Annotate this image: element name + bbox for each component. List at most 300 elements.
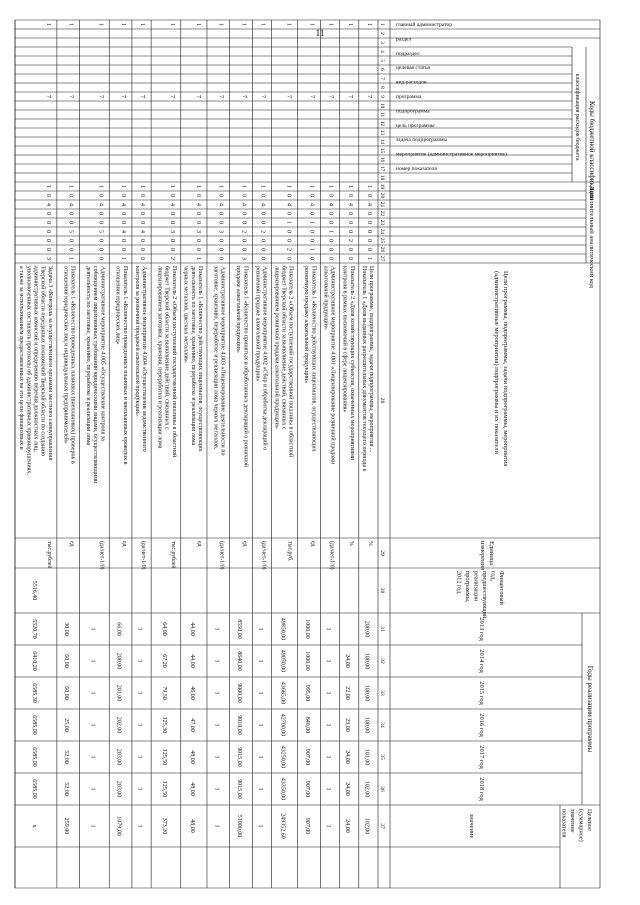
code-digit: 7 bbox=[67, 95, 74, 98]
code-digit: 2 bbox=[285, 248, 292, 251]
code-digit: 3 bbox=[194, 230, 201, 233]
year-label: 2018 год bbox=[478, 777, 485, 801]
code-digit: 1 bbox=[366, 185, 372, 188]
code-digit: 0 bbox=[97, 221, 104, 224]
code-digit: 0 bbox=[168, 239, 175, 242]
row-year-value: 1000,00 bbox=[304, 651, 311, 671]
code-digit: 0 bbox=[346, 248, 353, 251]
row-target-value: 373,20 bbox=[160, 817, 167, 835]
code-column-label: мероприятие (административное мероприятие) bbox=[396, 151, 507, 158]
target-header: Целевое(суммарное)значениепоказателя bbox=[560, 809, 593, 842]
row-year-value: 1000,00 bbox=[304, 619, 311, 639]
column-number: 25 bbox=[379, 237, 385, 244]
code-digit: 1 bbox=[327, 230, 334, 233]
row-target-value: 24,00 bbox=[344, 819, 351, 833]
row-year-value: 46,00 bbox=[188, 686, 195, 700]
code-digit: 3 bbox=[240, 257, 247, 260]
code-digit: 0 bbox=[119, 248, 126, 251]
row-year-value: 79,50 bbox=[160, 686, 167, 700]
column-number: 27 bbox=[379, 255, 385, 262]
code-digit: 7 bbox=[308, 95, 315, 98]
code-digit: 0 bbox=[67, 212, 74, 215]
code-digit: 1 bbox=[168, 185, 175, 188]
column-number: 2 bbox=[379, 32, 385, 35]
code-digit: 1 bbox=[327, 23, 334, 26]
row-year-value: 1 bbox=[89, 723, 96, 727]
column-number: 19 bbox=[379, 183, 385, 190]
code-digit: 4 bbox=[259, 203, 266, 206]
column-number: 36 bbox=[379, 786, 385, 792]
code-digit: 0 bbox=[194, 221, 201, 224]
program-goal-header: Цели программы, подпрограммы, задачи подпрограммы, мероприятия(административные мероприятия) подпрограммы и их показатели bbox=[493, 271, 509, 467]
code-column-label: подпрограмма bbox=[396, 108, 430, 115]
code-digit: 3 bbox=[168, 230, 175, 233]
code-digit: 1 bbox=[168, 23, 175, 26]
row-year-value: 64,00 bbox=[160, 622, 167, 636]
code-digit: 0 bbox=[168, 194, 175, 197]
row-year-value: 49050,00 bbox=[279, 649, 286, 673]
row-target-value: 249352,60 bbox=[279, 813, 286, 839]
code-digit: 0 bbox=[44, 248, 51, 251]
code-column-label: целевая статья bbox=[396, 65, 431, 72]
column-number: 13 bbox=[379, 129, 385, 136]
column-number: 20 bbox=[379, 192, 385, 199]
code-digit: 0 bbox=[67, 248, 74, 251]
year-label: 2015 год bbox=[478, 681, 485, 705]
column-number: 14 bbox=[379, 138, 385, 145]
code-digit: 1 bbox=[366, 23, 372, 26]
code-digit: 1 bbox=[240, 185, 247, 188]
column-number: 34 bbox=[379, 722, 385, 728]
column-number: 8 bbox=[379, 86, 385, 89]
row-year-value: 1 bbox=[325, 787, 332, 791]
code-header: Коды бюджетной классификации bbox=[588, 101, 596, 201]
row-year-value: 52,00 bbox=[63, 782, 70, 796]
row-year-value: 1 bbox=[89, 755, 96, 759]
code-digit: 0 bbox=[44, 230, 51, 233]
code-digit: 0 bbox=[194, 239, 201, 242]
row-label: Административное мероприятие 4.004 «Осуществление ведомственногоконтроля за розничной продажей алкогольной продукции» bbox=[133, 266, 148, 452]
row-year-value: 6410,20 bbox=[30, 651, 37, 671]
row-year-value: 1 bbox=[213, 723, 220, 727]
row-year-value: 1 bbox=[89, 691, 96, 695]
code-digit: 1 bbox=[346, 185, 353, 188]
code-digit: 2 bbox=[259, 230, 266, 233]
extra-code-header: Дополнительный аналитический код bbox=[588, 186, 595, 288]
row-year-value: 8640,00 bbox=[236, 651, 243, 671]
column-number: 32 bbox=[379, 658, 385, 664]
code-digit: 0 bbox=[97, 212, 104, 215]
row-year-value: 1 bbox=[213, 659, 220, 663]
code-digit: 1 bbox=[285, 23, 292, 26]
code-digit: 0 bbox=[366, 230, 372, 233]
code-digit: 0 bbox=[168, 212, 175, 215]
code-digit: 4 bbox=[240, 203, 247, 206]
code-digit: 0 bbox=[44, 194, 51, 197]
row-year-value: 203,00 bbox=[115, 780, 122, 798]
code-column-label: программа bbox=[396, 94, 422, 100]
row-year-value: 1 bbox=[256, 723, 263, 727]
code-digit: 0 bbox=[308, 239, 315, 242]
code-digit: 4 bbox=[119, 230, 126, 233]
row-label: Административное мероприятие 4.003 «Лицензирование деятельности позаготовке, хранению, переработке и реализации лома черных металлов, bbox=[212, 266, 226, 456]
code-digit: 0 bbox=[67, 221, 74, 224]
code-digit: 5 bbox=[67, 230, 74, 233]
code-digit: 7 bbox=[97, 95, 104, 98]
row-label: Административное мероприятие 4.005 «Осуществление контроля засоблюдением лицензионных требований юридическими лицами, осуществляющимидеятельность по заготовке, хранению, переработке и реализации лома bbox=[84, 266, 106, 484]
row-label: Показатель 2 «Объем поступлений государственной пошлины в областнойбюджет Тверской области за выполнение действий, связанных слицензированием розничной продажи алкогольной продукции» bbox=[273, 266, 294, 458]
column-number: 7 bbox=[379, 77, 385, 80]
code-digit: 0 bbox=[366, 248, 372, 251]
row-year-value: 1 bbox=[136, 755, 143, 759]
code-column-label: номер показателя bbox=[396, 166, 437, 172]
row-year-value: 44,00 bbox=[188, 654, 195, 668]
row-year-value: 1 bbox=[213, 755, 220, 759]
code-digit: 1 bbox=[139, 23, 146, 26]
code-digit: 0 bbox=[308, 257, 315, 260]
code-digit: 0 bbox=[139, 248, 146, 251]
code-digit: 3 bbox=[217, 230, 224, 233]
row-unit: ед bbox=[68, 541, 75, 547]
row-target-value: 1 bbox=[325, 824, 332, 828]
column-number: 31 bbox=[379, 626, 385, 632]
year-label: 2014 год bbox=[478, 649, 485, 673]
code-digit: 0 bbox=[168, 248, 175, 251]
code-digit: 0 bbox=[285, 212, 292, 215]
row-year-value: 1 bbox=[256, 755, 263, 759]
row-target-value: 907,00 bbox=[304, 817, 311, 835]
code-digit: 7 bbox=[168, 95, 175, 98]
code-digit: 4 bbox=[285, 203, 292, 206]
row-label: Административное мероприятие 4.001 «Лицензирование розничной продажиалкогольной продукции» bbox=[322, 266, 336, 465]
page-number: 11 bbox=[315, 28, 325, 38]
row-year-value: 125,30 bbox=[160, 716, 167, 734]
code-digit: 1 bbox=[44, 23, 51, 26]
row-year-value: 1 bbox=[89, 787, 96, 791]
row-unit: (да/нет-1/0) bbox=[218, 541, 225, 570]
row-year-value: 9010,00 bbox=[236, 715, 243, 735]
row-year-value: 66,00 bbox=[115, 622, 122, 636]
code-sub-header: классификация расходов бюджета bbox=[574, 73, 580, 161]
code-digit: 1 bbox=[259, 23, 266, 26]
code-digit: 0 bbox=[97, 239, 104, 242]
row-year-value: 1 bbox=[256, 627, 263, 631]
row-year-value: 49850,00 bbox=[279, 617, 286, 641]
code-digit: 2 bbox=[168, 257, 175, 260]
code-digit: 0 bbox=[259, 239, 266, 242]
column-number: 22 bbox=[379, 210, 385, 217]
row-label: Показатель 2 «Объем поступлений государственной пошлины в областнойбюджет Тверской области за выполнение действий, связанных слицензированием заготовки, хранения, переработки и реализации лома bbox=[156, 266, 177, 458]
row-year-value: 60,00 bbox=[63, 654, 70, 668]
row-year-value: 1 bbox=[325, 627, 332, 631]
code-digit: 1 bbox=[308, 23, 315, 26]
row-target-value: 1 bbox=[136, 824, 143, 828]
row-year-value: 1 bbox=[89, 627, 96, 631]
code-digit: 0 bbox=[139, 221, 146, 224]
code-digit: 0 bbox=[259, 257, 266, 260]
row-target-value: 259,00 bbox=[63, 817, 70, 835]
code-digit: 0 bbox=[346, 212, 353, 215]
row-year-value: 995,00 bbox=[304, 684, 311, 702]
code-digit: 0 bbox=[308, 194, 315, 197]
code-digit: 0 bbox=[217, 257, 224, 260]
row-year-value: 1 bbox=[136, 691, 143, 695]
column-number: 30 bbox=[379, 587, 385, 594]
row-label: Показатель 1 «Количество действующих лицензиатов, осуществляющихрозничную продажу алкогольной продукции» bbox=[303, 266, 317, 452]
row-finance: 5516,40 bbox=[30, 580, 37, 601]
code-digit: 0 bbox=[217, 221, 224, 224]
code-digit: 0 bbox=[308, 230, 315, 233]
code-digit: 0 bbox=[240, 239, 247, 242]
row-year-value: 23,00 bbox=[344, 718, 351, 732]
row-year-value: 1 bbox=[213, 787, 220, 791]
code-digit: 0 bbox=[366, 239, 372, 242]
column-number: 11 bbox=[379, 111, 385, 118]
row-year-value: 125,50 bbox=[160, 748, 167, 766]
code-digit: 0 bbox=[97, 248, 104, 251]
row-year-value: 1 bbox=[136, 787, 143, 791]
code-digit: 7 bbox=[44, 95, 51, 98]
code-column-label: раздел bbox=[396, 36, 412, 43]
row-year-value: 22,00 bbox=[344, 686, 351, 700]
code-digit: 7 bbox=[139, 95, 146, 98]
code-digit: 1 bbox=[97, 23, 104, 26]
code-digit: 1 bbox=[194, 257, 201, 260]
code-digit: 2 bbox=[240, 230, 247, 233]
row-target-value: 1 bbox=[89, 824, 96, 828]
code-digit: 0 bbox=[327, 239, 334, 242]
code-digit: 0 bbox=[240, 248, 247, 251]
code-digit: 7 bbox=[259, 95, 266, 98]
code-digit: 2 bbox=[346, 239, 353, 242]
row-year-value: 1 bbox=[325, 723, 332, 727]
code-digit: 4 bbox=[308, 203, 315, 206]
column-number: 15 bbox=[379, 147, 385, 154]
code-digit: 0 bbox=[217, 194, 224, 197]
code-digit: 0 bbox=[285, 230, 292, 233]
row-year-value: 1 bbox=[256, 659, 263, 663]
column-number: 9 bbox=[379, 95, 385, 98]
code-digit: 1 bbox=[119, 23, 126, 26]
code-digit: 0 bbox=[217, 248, 224, 251]
code-column-label: подраздел bbox=[396, 50, 420, 57]
code-digit: 0 bbox=[44, 212, 51, 215]
code-digit: 1 bbox=[327, 185, 334, 188]
row-label: Показатель 1 «Количество проведенных плановых и внеплановых проверок вотношении юридических лиц» bbox=[114, 266, 128, 465]
row-target-value: 102,00 bbox=[363, 817, 370, 835]
code-column-label: цель программы bbox=[396, 122, 435, 129]
row-year-value: 200,00 bbox=[363, 620, 370, 638]
code-digit: 4 bbox=[44, 203, 51, 206]
row-label: Цели программы, подпрограммы, задачи подпрограммы, мероприятия ...Показатель 1 «Доля выданных разрешительных документов текущего периода к bbox=[360, 266, 374, 472]
row-year-value: 102,00 bbox=[363, 780, 370, 798]
row-year-value: 100,00 bbox=[363, 652, 370, 670]
row-year-value: 1 bbox=[89, 659, 96, 663]
row-unit: (да/нет-1/0) bbox=[260, 541, 267, 570]
code-digit: 1 bbox=[67, 257, 74, 260]
year-label: 2017 год bbox=[478, 745, 485, 769]
code-digit: 4 bbox=[139, 230, 146, 233]
code-digit: 0 bbox=[346, 221, 353, 224]
column-number: 10 bbox=[379, 102, 385, 109]
code-digit: 1 bbox=[217, 185, 224, 188]
row-year-value: 6585,30 bbox=[30, 683, 37, 703]
code-digit: 0 bbox=[119, 194, 126, 197]
code-digit: 0 bbox=[97, 257, 104, 260]
code-digit: 1 bbox=[67, 185, 74, 188]
row-year-value: 100,00 bbox=[363, 716, 370, 734]
row-target-value: х bbox=[30, 824, 37, 828]
code-digit: 7 bbox=[240, 95, 247, 98]
column-number: 1 bbox=[379, 23, 385, 26]
code-digit: 0 bbox=[139, 239, 146, 242]
code-digit: 4 bbox=[217, 203, 224, 206]
code-digit: 0 bbox=[217, 239, 224, 242]
row-year-value: 1 bbox=[136, 659, 143, 663]
row-year-value: 43250,00 bbox=[279, 745, 286, 769]
row-year-value: 840,00 bbox=[304, 716, 311, 734]
row-unit: ед bbox=[120, 541, 127, 547]
code-digit: 0 bbox=[44, 239, 51, 242]
code-digit: 4 bbox=[67, 203, 74, 206]
code-digit: 1 bbox=[119, 185, 126, 188]
row-year-value: 48,00 bbox=[188, 750, 195, 764]
code-digit: 4 bbox=[168, 203, 175, 206]
code-digit: 1 bbox=[308, 221, 315, 224]
row-year-value: 200,00 bbox=[115, 652, 122, 670]
code-digit: 0 bbox=[67, 239, 74, 242]
code-digit: 0 bbox=[194, 194, 201, 197]
column-number: 37 bbox=[379, 823, 385, 829]
code-digit: 0 bbox=[327, 257, 334, 260]
code-digit: 3 bbox=[44, 257, 51, 260]
code-digit: 0 bbox=[346, 257, 353, 260]
code-digit: 0 bbox=[194, 248, 201, 251]
code-digit: 1 bbox=[308, 185, 315, 188]
code-digit: 1 bbox=[346, 23, 353, 26]
row-year-value: 6585,00 bbox=[30, 779, 37, 799]
code-digit: 4 bbox=[327, 203, 334, 206]
row-target-value: 51000,00 bbox=[236, 814, 243, 838]
row-unit: (да/нет-1/0) bbox=[98, 541, 105, 570]
row-year-value: 1 bbox=[213, 691, 220, 695]
column-number: 26 bbox=[379, 246, 385, 253]
code-digit: 0 bbox=[327, 212, 334, 215]
code-digit: 0 bbox=[327, 194, 334, 197]
code-digit: 0 bbox=[44, 221, 51, 224]
code-digit: 1 bbox=[366, 257, 372, 260]
row-year-value: 1 bbox=[136, 723, 143, 727]
code-digit: 0 bbox=[308, 212, 315, 215]
code-digit: 0 bbox=[168, 221, 175, 224]
row-year-value: 30,00 bbox=[63, 622, 70, 636]
row-year-value: 1 bbox=[325, 755, 332, 759]
column-number: 4 bbox=[379, 50, 385, 53]
code-digit: 1 bbox=[194, 185, 201, 188]
column-number: 12 bbox=[379, 120, 385, 127]
code-column-label: вид расходов bbox=[396, 79, 427, 86]
row-year-value: 24,00 bbox=[344, 782, 351, 796]
code-digit: 1 bbox=[67, 23, 74, 26]
code-digit: 7 bbox=[119, 95, 126, 98]
column-number: 18 bbox=[379, 174, 385, 181]
row-target-value: 1 bbox=[213, 824, 220, 828]
code-digit: 7 bbox=[194, 95, 201, 98]
row-unit: тыс.рублей bbox=[45, 541, 52, 569]
row-unit: ед bbox=[195, 541, 202, 547]
row-year-value: 9015,00 bbox=[236, 747, 243, 767]
code-digit: 0 bbox=[259, 212, 266, 215]
column-number: 3 bbox=[379, 41, 385, 44]
row-year-value: 60,00 bbox=[63, 686, 70, 700]
row-year-value: 1 bbox=[256, 691, 263, 695]
code-digit: 0 bbox=[285, 239, 292, 242]
row-year-value: 24,00 bbox=[344, 750, 351, 764]
code-digit: 0 bbox=[240, 212, 247, 215]
row-year-value: 8550,00 bbox=[236, 619, 243, 639]
row-year-value: 101,00 bbox=[363, 748, 370, 766]
row-year-value: 6585,00 bbox=[30, 715, 37, 735]
code-digit: 4 bbox=[119, 203, 126, 206]
row-unit: тыс.руб. bbox=[286, 541, 293, 562]
code-digit: 0 bbox=[346, 194, 353, 197]
column-number: 23 bbox=[379, 219, 385, 226]
code-digit: 0 bbox=[194, 212, 201, 215]
code-digit: 0 bbox=[366, 221, 372, 224]
code-digit: 1 bbox=[259, 185, 266, 188]
code-digit: 0 bbox=[327, 221, 334, 224]
row-year-value: 25,00 bbox=[63, 718, 70, 732]
row-unit: (да/нет-1/0) bbox=[328, 541, 335, 570]
year-label: 2016 год bbox=[478, 713, 485, 737]
row-year-value: 5520,70 bbox=[30, 619, 37, 639]
code-digit: 4 bbox=[346, 203, 353, 206]
column-number: 6 bbox=[379, 68, 385, 71]
row-year-value: 43350,00 bbox=[279, 777, 286, 801]
code-digit: 0 bbox=[285, 194, 292, 197]
years-header: Годы реализации программы bbox=[586, 665, 594, 753]
column-number: 35 bbox=[379, 754, 385, 760]
finance-header: Финансовыйгод,предшествующийреализациипрограммы,2012 год bbox=[455, 571, 505, 619]
code-digit: 1 bbox=[308, 248, 315, 251]
code-digit: 1 bbox=[97, 185, 104, 188]
code-column-label: главный администратор bbox=[396, 22, 453, 28]
code-digit: 7 bbox=[346, 95, 353, 98]
target-value-header: значение bbox=[468, 813, 475, 839]
row-label: Показатель 1 «Количество действующих лицензиатов, осуществляющихдеятельность по заготовке, хранению, переработке и реализации ломачерных металлов, цветных металлов» bbox=[182, 266, 203, 452]
code-digit: 7 bbox=[366, 95, 372, 98]
code-digit: 0 bbox=[366, 194, 372, 197]
code-digit: 1 bbox=[139, 185, 146, 188]
row-unit: % bbox=[347, 541, 354, 546]
row-target-value: 1 bbox=[256, 824, 263, 828]
code-digit: 0 bbox=[119, 221, 126, 224]
row-year-value: 1 bbox=[136, 627, 143, 631]
row-year-value: 100,00 bbox=[363, 684, 370, 702]
code-digit: 7 bbox=[327, 95, 334, 98]
row-year-value: 907,00 bbox=[304, 780, 311, 798]
code-digit: 4 bbox=[139, 203, 146, 206]
column-number: 28 bbox=[379, 397, 385, 404]
row-year-value: 1 bbox=[325, 659, 332, 663]
code-digit: 0 bbox=[259, 221, 266, 224]
code-digit: 0 bbox=[119, 212, 126, 215]
code-digit: 1 bbox=[217, 23, 224, 26]
row-unit: ед bbox=[309, 541, 316, 547]
row-unit: % bbox=[367, 541, 373, 546]
code-column-label: задача подпрограммы bbox=[396, 137, 448, 144]
code-digit: 0 bbox=[217, 212, 224, 215]
